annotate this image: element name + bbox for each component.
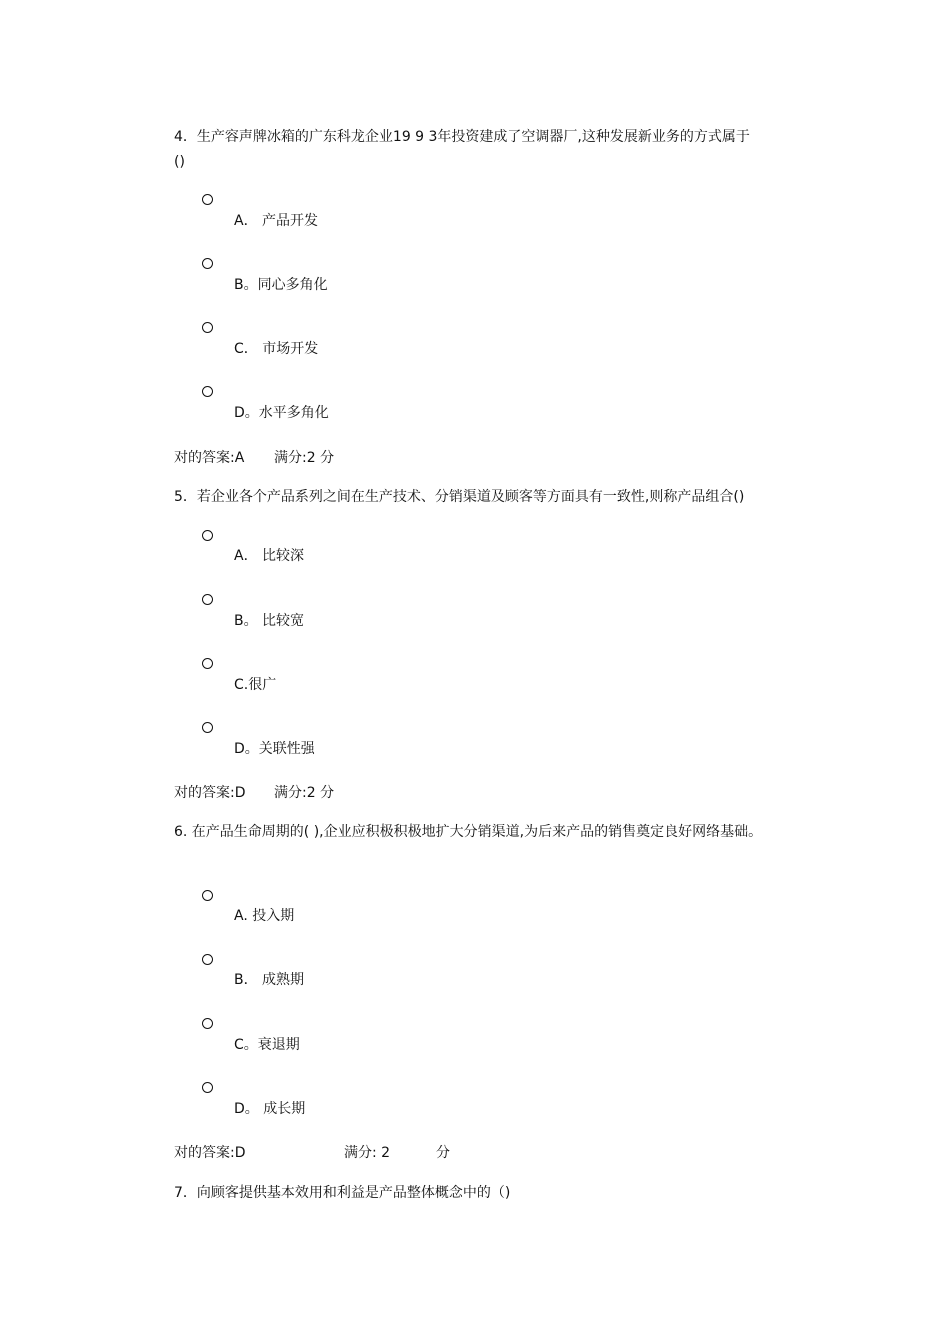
question-5-option-c-label: C.很广 [234, 677, 277, 693]
question-4-option-c-label: C． 市场开发 [234, 341, 319, 357]
question-5-option-d-label: D。关联性强 [234, 741, 315, 757]
question-5-option-d-radio[interactable] [202, 722, 213, 733]
question-5-option-a-radio[interactable] [202, 530, 213, 541]
question-4-option-d-radio[interactable] [202, 386, 213, 397]
question-4-answer: 对的答案:A [174, 450, 245, 466]
question-4-option-d-label: D。水平多角化 [234, 405, 329, 421]
question-6-option-a-radio[interactable] [202, 890, 213, 901]
question-4-option-c-radio[interactable] [202, 322, 213, 333]
question-6-option-c-label: C。衰退期 [234, 1037, 300, 1053]
question-6-option-d-radio[interactable] [202, 1082, 213, 1093]
question-4-text-cont: () [174, 154, 185, 170]
question-6-answer: 对的答案:D [174, 1145, 246, 1161]
question-4-option-a-radio[interactable] [202, 194, 213, 205]
question-4-option-b-radio[interactable] [202, 258, 213, 269]
question-7-text: 7．向顾客提供基本效用和利益是产品整体概念中的（) [174, 1185, 511, 1201]
question-5-answer: 对的答案:D [174, 785, 246, 801]
question-5-option-b-label: B。 比较宽 [234, 613, 305, 629]
question-6-score: 满分: 2 [344, 1145, 391, 1161]
question-5-option-b-radio[interactable] [202, 594, 213, 605]
question-4-score: 满分:2 分 [274, 450, 335, 466]
question-6-option-d-label: D。 成长期 [234, 1101, 306, 1117]
question-4-option-b-label: B。同心多角化 [234, 277, 328, 293]
question-4-text: 4．生产容声牌冰箱的广东科龙企业19 9 3年投资建成了空调器厂,这种发展新业务的方式属于 [174, 129, 750, 145]
question-5-option-c-radio[interactable] [202, 658, 213, 669]
question-4-option-a-label: A． 产品开发 [234, 213, 319, 229]
question-5-score: 满分:2 分 [274, 785, 335, 801]
question-6-option-c-radio[interactable] [202, 1018, 213, 1029]
question-6-text: 6. 在产品生命周期的( ),企业应积极积极地扩大分销渠道,为后来产品的销售奠定良好网络基础。 [174, 824, 763, 840]
question-6-score-unit: 分 [436, 1145, 450, 1161]
question-6-option-b-label: B． 成熟期 [234, 972, 305, 988]
question-6-option-b-radio[interactable] [202, 954, 213, 965]
question-6-option-a-label: A. 投入期 [234, 908, 295, 924]
question-5-text: 5．若企业各个产品系列之间在生产技术、分销渠道及顾客等方面具有一致性,则称产品组合() [174, 489, 745, 505]
question-5-option-a-label: A． 比较深 [234, 548, 305, 564]
